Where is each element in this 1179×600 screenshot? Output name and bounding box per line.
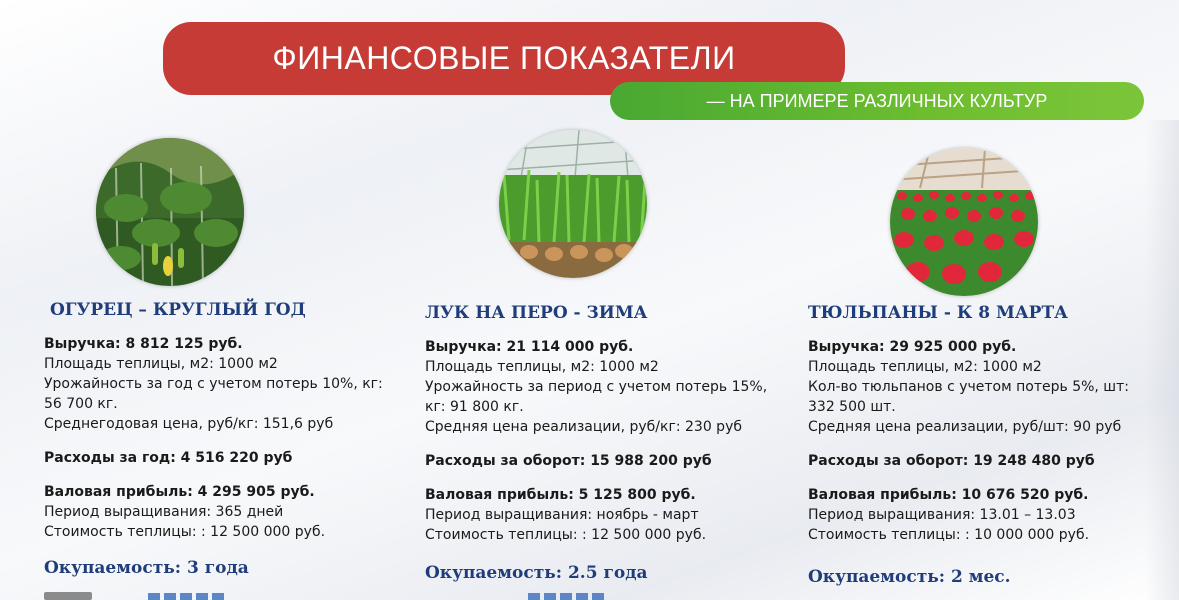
yield: Урожайность за год с учетом потерь 10%, кг: 56 700 кг. [44,376,383,412]
average-price: Средняя цена реализации, руб/шт: 90 руб [808,419,1122,435]
cropped-text-fragment [44,592,92,600]
crop-column-tulips [808,303,1153,587]
cropped-rating-squares [528,593,604,600]
payback: Окупаемость: 2 мес. [808,567,1011,587]
expenses: Расходы за оборот: 19 248 480 руб [808,453,1095,469]
green-onion-greenhouse-photo [499,130,647,278]
yield: Урожайность за период с учетом потерь 15%, кг: 91 800 кг. [425,379,768,415]
revenue: Выручка: 21 114 000 руб. [425,339,634,355]
growing-period: Период выращивания: ноябрь - март [425,507,699,523]
payback: Окупаемость: 2.5 года [425,563,648,583]
gross-profit: Валовая прибыль: 10 676 520 руб. [808,487,1089,503]
tulip-count: Кол-во тюльпанов с учетом потерь 5%, шт: 332 500 шт. [808,379,1129,415]
expenses: Расходы за год: 4 516 220 руб [44,450,293,466]
greenhouse-cost: Стоимость теплицы: : 10 000 000 руб. [808,527,1090,543]
gross-profit: Валовая прибыль: 5 125 800 руб. [425,487,696,503]
greenhouse-area: Площадь теплицы, м2: 1000 м2 [808,359,1042,375]
page-title: ФИНАНСОВЫЕ ПОКАЗАТЕЛИ [163,22,845,95]
revenue: Выручка: 29 925 000 руб. [808,339,1017,355]
revenue: Выручка: 8 812 125 руб. [44,336,243,352]
expenses: Расходы за оборот: 15 988 200 руб [425,453,712,469]
growing-period: Период выращивания: 13.01 – 13.03 [808,507,1076,523]
average-price: Среднегодовая цена, руб/кг: 151,6 руб [44,416,334,432]
gross-profit: Валовая прибыль: 4 295 905 руб. [44,484,315,500]
crop-column-cucumber [44,300,404,578]
payback: Окупаемость: 3 года [44,558,249,578]
greenhouse-cost: Стоимость теплицы: : 12 500 000 руб. [425,527,707,543]
greenhouse-area: Площадь теплицы, м2: 1000 м2 [44,356,278,372]
page-subtitle: — НА ПРИМЕРЕ РАЗЛИЧНЫХ КУЛЬТУР [610,82,1144,120]
cropped-rating-squares [148,593,224,600]
greenhouse-area: Площадь теплицы, м2: 1000 м2 [425,359,659,375]
crop-title: ТЮЛЬПАНЫ - К 8 МАРТА [808,303,1068,323]
crop-title: ОГУРЕЦ – КРУГЛЫЙ ГОД [50,300,306,320]
cucumber-greenhouse-photo [96,138,244,286]
growing-period: Период выращивания: 365 дней [44,504,284,520]
average-price: Средняя цена реализации, руб/кг: 230 руб [425,419,742,435]
tulip-greenhouse-photo [890,148,1038,296]
crop-column-onion [425,303,785,583]
crop-title: ЛУК НА ПЕРО - ЗИМА [425,303,648,323]
greenhouse-cost: Стоимость теплицы: : 12 500 000 руб. [44,524,326,540]
